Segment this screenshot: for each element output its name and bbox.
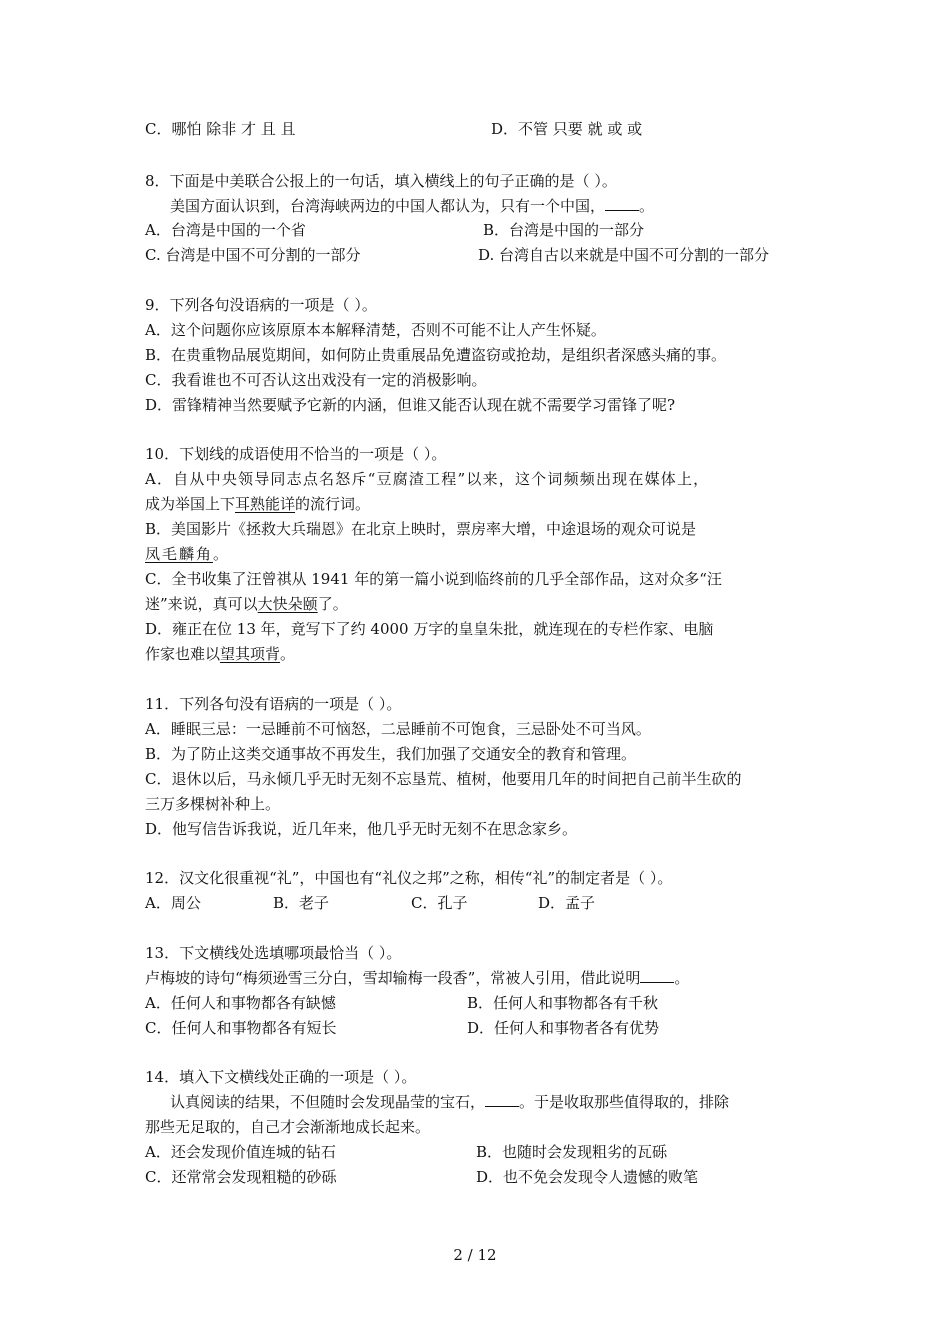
q14-blank <box>485 1092 519 1107</box>
page-number: 2 / 12 <box>453 1246 497 1264</box>
q8-passage-text: 美国方面认识到，台湾海峡两边的中国人都认为，只有一个中国， <box>170 197 606 215</box>
q10-option-c-line2 <box>145 594 810 614</box>
q12-option-c: C．孔子 <box>411 894 468 912</box>
q12-option-b: B．老子 <box>273 894 330 912</box>
q13-option-a: A．任何人和事物都各有缺憾 <box>145 994 336 1012</box>
q11-stem: 11．下列各句没有语病的一项是（ ）。 <box>145 695 402 713</box>
q10-d-end: 。 <box>280 645 296 663</box>
q14-passage-line1 <box>170 1092 810 1112</box>
q14-stem: 14．填入下文横线处正确的一项是（ ）。 <box>145 1068 417 1086</box>
q13-stem: 13．下文横线处选填哪项最恰当（ ）。 <box>145 944 402 962</box>
q9-option-a: A．这个问题你应该原原本本解释清楚，否则不可能不让人产生怀疑。 <box>145 321 606 339</box>
q9-option-d: D．雷锋精神当然要赋予它新的内涵，但谁又能否认现在就不需要学习雷锋了呢? <box>145 396 676 414</box>
q14-passage-line2: 那些无足取的，自己才会渐渐地成长起来。 <box>145 1118 431 1136</box>
q11-option-c-line1: C．退休以后，马永倾几乎无时无刻不忘垦荒、植树，他要用几年的时间把自己前半生砍的 <box>145 770 742 788</box>
q10-stem: 10．下划线的成语使用不恰当的一项是（ ）。 <box>145 445 447 463</box>
q10-option-d-line1: D．雍正在位 13 年，竟写下了约 4000 万字的皇皇朱批，就连现在的专栏作家、电脑 <box>145 620 714 638</box>
q13-passage <box>145 968 810 988</box>
q12-option-a: A．周公 <box>145 894 201 912</box>
q13-option-d: D．任何人和事物者各有优势 <box>467 1019 660 1037</box>
q10-option-b-line2 <box>145 544 810 564</box>
q10-option-d-line2 <box>145 644 810 664</box>
q9-stem: 9．下列各句没语病的一项是（ ）。 <box>145 296 377 314</box>
q13-options-ab <box>145 993 810 1013</box>
q14-options-ab <box>145 1142 810 1162</box>
q11-option-a: A．睡眠三忌：一忌睡前不可恼怒，二忌睡前不可饱食，三忌卧处不可当风。 <box>145 720 651 738</box>
q10-a-idiom: 耳熟能详 <box>235 495 296 513</box>
q13-passage-text: 卢梅坡的诗句“梅须逊雪三分白，雪却输梅一段香”，常被人引用，借此说明 <box>145 969 641 987</box>
q8-option-c: C. 台湾是中国不可分割的一部分 <box>145 246 361 264</box>
q7-option-c: C．哪怕 除非 才 且 且 <box>145 120 296 138</box>
q14-option-a: A．还会发现价值连城的钻石 <box>145 1143 336 1161</box>
q8-stem: 8．下面是中美联合公报上的一句话，填入横线上的句子正确的是（ ）。 <box>145 172 617 190</box>
q14-passage-text: 认真阅读的结果，不但随时会发现晶莹的宝石， <box>170 1093 486 1111</box>
q10-option-b-line1: B．美国影片《拯救大兵瑞恩》在北京上映时，票房率大增，中途退场的观众可说是 <box>145 520 697 538</box>
q10-b-idiom: 凤毛麟角 <box>145 545 214 563</box>
q11-option-b: B．为了防止这类交通事故不再发生，我们加强了交通安全的教育和管理。 <box>145 745 637 763</box>
q10-d-idiom: 望其项背 <box>220 645 281 663</box>
q9-option-c: C．我看谁也不可否认这出戏没有一定的消极影响。 <box>145 371 487 389</box>
q10-c-text: 迷”来说，真可以 <box>145 595 258 613</box>
q8-option-d: D. 台湾自古以来就是中国不可分割的一部分 <box>478 246 770 264</box>
q13-option-c: C．任何人和事物都各有短长 <box>145 1019 337 1037</box>
q8-options-cd <box>145 245 810 265</box>
q14-option-d: D．也不免会发现令人遗憾的败笔 <box>476 1168 699 1186</box>
q14-option-b: B．也随时会发现粗劣的瓦砾 <box>476 1143 668 1161</box>
q8-passage-end: 。 <box>639 197 655 215</box>
q10-d-text: 作家也难以 <box>145 645 221 663</box>
q10-c-idiom: 大快朵颐 <box>257 595 318 613</box>
q12-options <box>145 893 810 913</box>
q12-stem: 12．汉文化很重视“礼”，中国也有“礼仪之邦”之称，相传“礼”的制定者是（ ）。 <box>145 869 673 887</box>
q14-passage-cont: 。于是收取那些值得取的，排除 <box>519 1093 730 1111</box>
q12-option-d: D．孟子 <box>538 894 596 912</box>
q8-options-ab <box>145 220 810 240</box>
q8-blank <box>605 196 639 211</box>
q13-options-cd <box>145 1018 810 1038</box>
q8-option-b: B．台湾是中国的一部分 <box>483 221 645 239</box>
q10-option-a-line2 <box>145 494 810 514</box>
q10-a-text: 成为举国上下 <box>145 495 236 513</box>
q13-blank <box>640 968 674 983</box>
q7-option-d: D．不管 只要 就 或 或 <box>491 120 643 138</box>
q10-a-end: 的流行词。 <box>295 495 371 513</box>
q14-option-c: C．还常常会发现粗糙的砂砾 <box>145 1168 337 1186</box>
q13-option-b: B．任何人和事物都各有千秋 <box>467 994 659 1012</box>
q8-passage <box>170 196 835 216</box>
q10-b-end: 。 <box>213 545 229 563</box>
q8-option-a: A．台湾是中国的一个省 <box>145 221 306 239</box>
q13-passage-end: 。 <box>674 969 690 987</box>
q11-option-c-line2: 三万多棵树补种上。 <box>145 795 281 813</box>
q10-option-c-line1: C．全书收集了汪曾祺从 1941 年的第一篇小说到临终前的几乎全部作品，这对众多“汪 <box>145 570 722 588</box>
q14-options-cd <box>145 1167 810 1187</box>
q7-options-cd <box>145 119 810 139</box>
q9-option-b: B．在贵重物品展览期间，如何防止贵重展品免遭盗窃或抢劫，是组织者深感头痛的事。 <box>145 346 727 364</box>
q11-option-d: D．他写信告诉我说，近几年来，他几乎无时无刻不在思念家乡。 <box>145 820 578 838</box>
q10-option-a-line1: A．自从中央领导同志点名怒斥“豆腐渣工程”以来，这个词频频出现在媒体上， <box>145 470 710 488</box>
q10-c-end: 了。 <box>317 595 348 613</box>
